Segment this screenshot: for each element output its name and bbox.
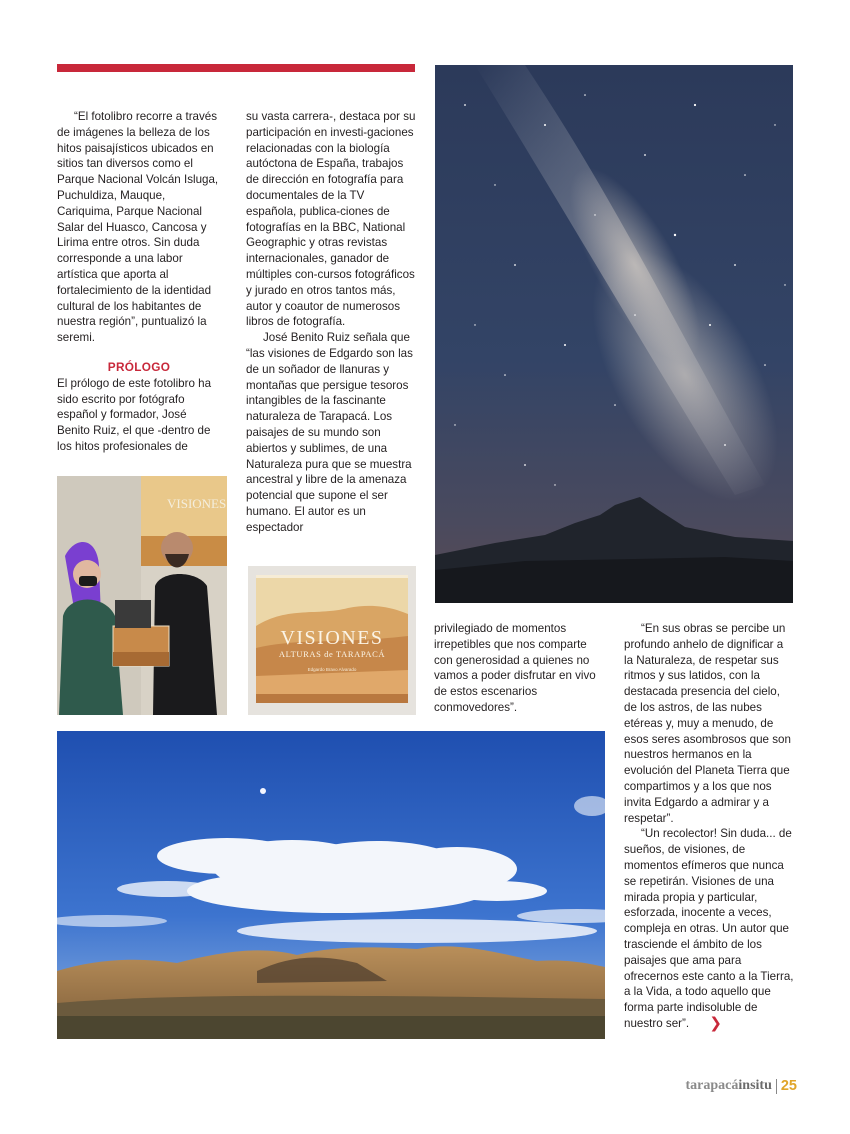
top-accent-bar <box>57 64 415 72</box>
landscape-photo <box>57 731 605 1039</box>
book-title: VISIONES <box>280 627 384 649</box>
footer-divider <box>776 1079 777 1094</box>
paragraph: “En sus obras se percibe un profundo anhelo de dignificar a la Naturaleza, de respetar sus ritmos y sus latidos, con la destacada presencia del cielo, de los astros, de las nubes etéreas y, muy a menudo, de esos seres asombrosos que son nuestros hermanos en la evolución del Planeta Tierra que compartimos y a los que nos invita Edgardo a admirar y a respetar”. <box>624 622 791 825</box>
book-subtitle: ALTURAS de TARAPACÁ <box>278 649 386 659</box>
text-column-1 <box>57 109 221 455</box>
magazine-brand <box>686 1078 772 1094</box>
paragraph: José Benito Ruiz señala que “las visiones de Edgardo son las de un soñador de llanuras y montañas que persigue tesoros intangibles de la fascinante naturaleza de Tarapacá. Los paisajes de su mundo son abiertos y sublimes, de una Naturaleza pura que se muestra ancestral y libre de la amenaza potencial que supone el ser humano. El autor es un espectador <box>246 331 413 534</box>
page-footer <box>686 1078 798 1094</box>
book-presentation-photo <box>57 476 227 715</box>
mountains-clouds-image <box>57 731 605 1039</box>
text-column-2 <box>246 109 416 536</box>
book-cover-photo <box>248 566 416 715</box>
screen-text: VISIONES <box>167 496 227 511</box>
paragraph: su vasta carrera-, destaca por su participación en investi-gaciones relacionadas con la biología autóctona de España, trabajos de dirección en fotografía para documentales de la TV española, publica-ciones de fotografías en la BBC, National Geographic y otras revistas internacionales, ganador de múltiples con-cursos fotográficos y jurado en otros tantos más, autor y coautor de numerosos libros de fotografía. <box>246 110 416 329</box>
continue-arrow-icon: ❯ <box>709 1014 722 1032</box>
brand-part-b: insitu <box>738 1078 772 1093</box>
paragraph <box>624 826 794 1031</box>
section-heading: PRÓLOGO <box>107 359 171 374</box>
brand-part-a: tarapacá <box>685 1078 739 1093</box>
paragraph-text: “Un recolector! Sin duda... de sueños, de visiones, de momentos efímeros que nunca se repetirán. Visiones de una mirada propia y particular, esforzada, inocente a veces, compleja en otras. Un autor que trasciende el ámbito de los paisajes que ama para ofrecernos este canto a la Tierra, a la Vida, a todo aquello que forma parte indisoluble de nuestro ser”. <box>624 827 794 1030</box>
text-column-4 <box>624 621 794 1032</box>
text-column-3 <box>434 621 606 716</box>
milky-way-photo <box>435 65 793 603</box>
book-cover-image <box>248 566 416 715</box>
paragraph: privilegiado de momentos irrepetibles que nos comparte con generosidad a quienes no vamos a poder disfrutar en vivo de estos escenarios conmovedores”. <box>434 622 596 714</box>
paragraph: “El fotolibro recorre a través de imágenes la belleza de los hitos paisajísticos ubicados en sitios tan diversos como el Parque Nacional Volcán Isluga, Puchuldiza, Mauque, Cariquima, Parque Nacional Salar del Huasco, Cancosa y Lirima entre otros. Sin duda corresponde a una labor artística que aporta al fortalecimiento de la identidad cultural de los habitantes de nuestra región”, puntualizó la seremi. <box>57 110 219 345</box>
page-number: 25 <box>780 1078 797 1094</box>
paragraph: El prólogo de este fotolibro ha sido escrito por fotógrafo español y formador, José Benito Ruiz, el que -dentro de los hitos profesionales de <box>57 376 212 453</box>
book-author: Edgardo Bravo Alvarado <box>307 667 357 672</box>
night-sky-image <box>435 65 793 603</box>
presentation-image <box>57 476 227 715</box>
